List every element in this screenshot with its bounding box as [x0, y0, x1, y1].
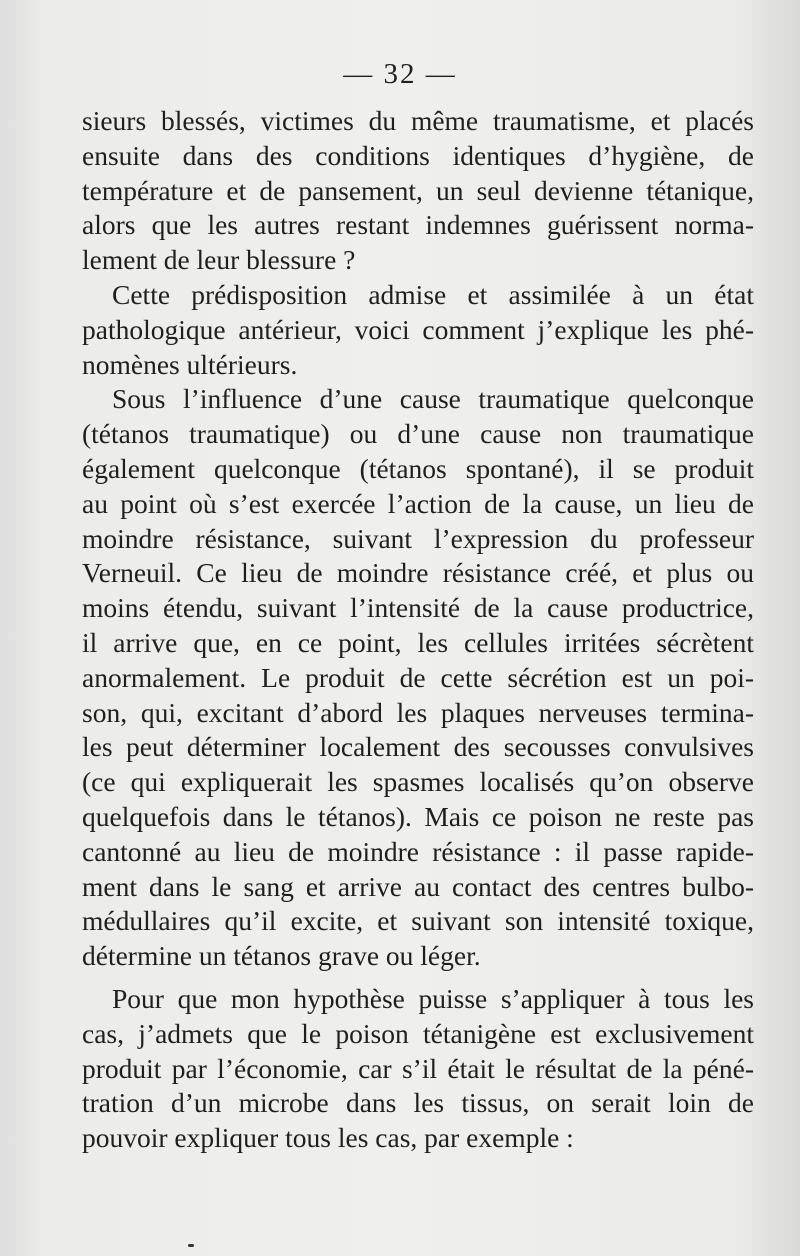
- paragraph-2: [82, 278, 754, 382]
- text-line: (tétanos traumatique) ou d’une cause non traumatique: [82, 418, 754, 450]
- text-line: anormalement. Le produit de cette sécrétion est un poi-: [82, 661, 754, 693]
- text-line: également quelconque (tétanos spontané), il se produit: [82, 452, 754, 484]
- text-line: ment dans le sang et arrive au contact des centres bulbo-: [82, 870, 754, 902]
- text-line: nomènes ultérieurs.: [82, 348, 298, 380]
- text-line: moindre résistance, suivant l’expression du professeur: [82, 522, 754, 554]
- text-line: alors que les autres restant indemnes guérissent norma-: [82, 209, 754, 241]
- text-line: cas, j’admets que le poison tétanigène est exclusivement: [82, 1017, 754, 1049]
- ink-speck: [188, 1244, 194, 1247]
- page-number: — 32 —: [343, 58, 457, 90]
- paragraph-4: [82, 982, 754, 1156]
- paragraph-3: [82, 382, 754, 974]
- text-line: au point où s’est exercée l’action de la cause, un lieu de: [82, 487, 754, 519]
- text-line: Sous l’influence d’une cause traumatique quelconque: [112, 383, 754, 415]
- text-line: Pour que mon hypothèse puisse s’appliquer à tous les: [112, 982, 754, 1014]
- text-line: ensuite dans des conditions identiques d’hygiène, de: [82, 139, 754, 171]
- text-line: son, qui, excitant d’abord les plaques nerveuses termina-: [82, 696, 754, 728]
- text-line: tration d’un microbe dans les tissus, on serait loin de: [82, 1087, 754, 1119]
- text-line: cantonné au lieu de moindre résistance : il passe rapide-: [82, 835, 754, 867]
- text-line: pathologique antérieur, voici comment j’explique les phé-: [82, 313, 754, 345]
- text-line: les peut déterminer localement des secousses convulsives: [82, 731, 754, 763]
- body-text: [82, 104, 754, 1156]
- text-line: Cette prédisposition admise et assimilée à un état: [112, 278, 754, 310]
- text-line: détermine un tétanos grave ou léger.: [82, 940, 481, 972]
- text-line: produit par l’économie, car s’il était le résultat de la péné-: [82, 1052, 754, 1084]
- text-line: lement de leur blessure ?: [82, 244, 356, 276]
- text-line: température et de pansement, un seul devienne tétanique,: [82, 174, 754, 206]
- text-line: il arrive que, en ce point, les cellules irritées sécrètent: [82, 626, 754, 658]
- text-line: sieurs blessés, victimes du même traumatisme, et placés: [82, 105, 754, 136]
- paragraph-1: [82, 104, 754, 278]
- text-line: pouvoir expliquer tous les cas, par exemple :: [82, 1122, 574, 1154]
- text-line: quelquefois dans le tétanos). Mais ce poison ne reste pas: [82, 800, 754, 832]
- text-line: (ce qui expliquerait les spasmes localisés qu’on observe: [82, 766, 754, 798]
- text-line: Verneuil. Ce lieu de moindre résistance créé, et plus ou: [82, 557, 754, 589]
- text-line: médullaires qu’il excite, et suivant son intensité toxique,: [82, 905, 754, 937]
- text-line: moins étendu, suivant l’intensité de la cause productrice,: [82, 592, 754, 624]
